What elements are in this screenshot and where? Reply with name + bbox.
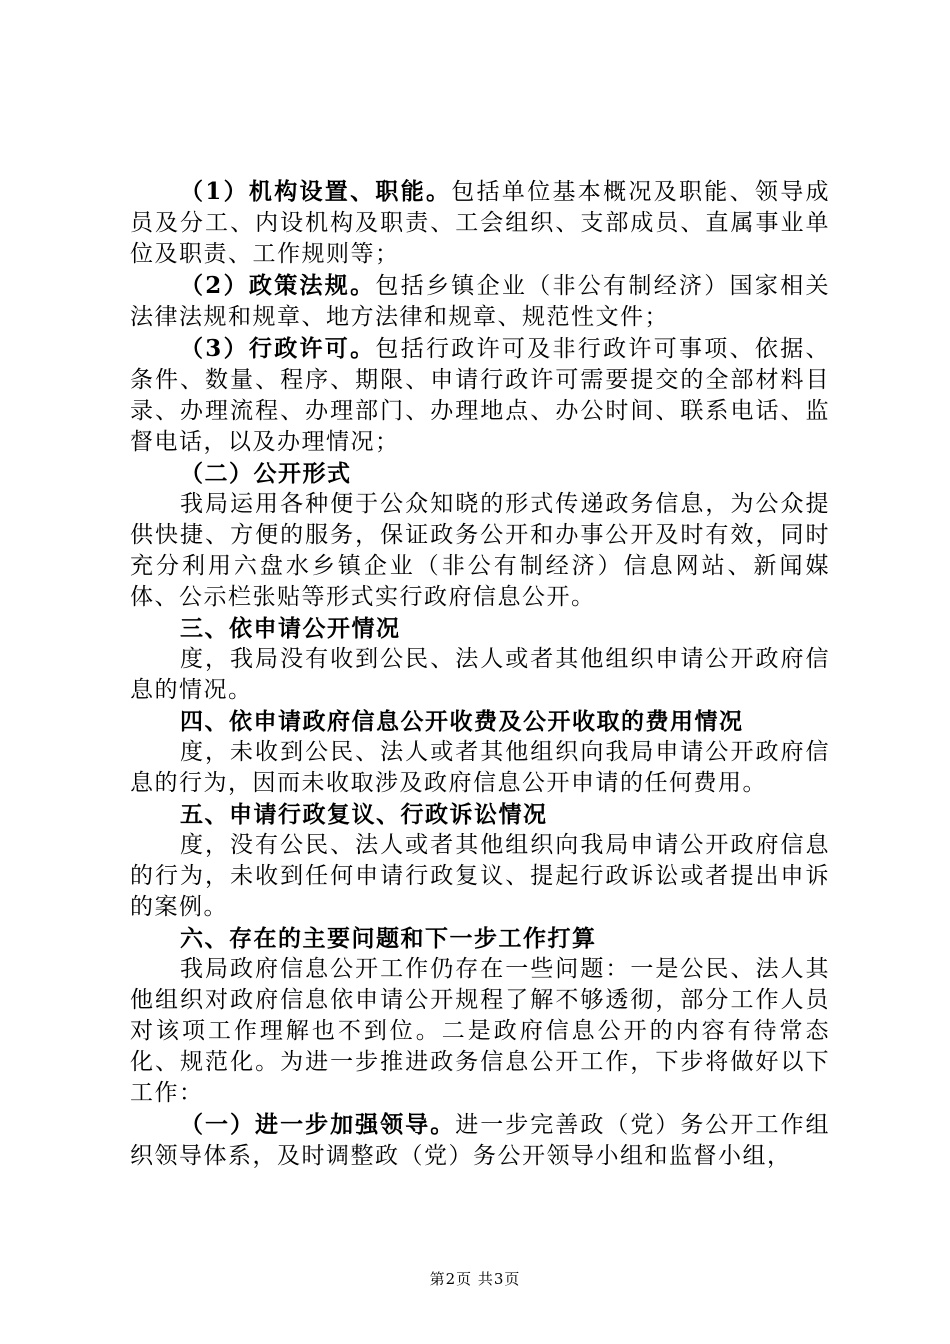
paragraph-section-6: 我局政府信息公开工作仍存在一些问题：一是公民、法人其他组织对政府信息依申请公开规程了解不够透彻，部分工作人员对该项工作理解也不到位。二是政府信息公开的内容有待常态化、规范化。为进一步推进政务信息公开工作，下步将做好以下工作： xyxy=(130,956,830,1106)
paragraph-lead: （1）机构设置、职能。 xyxy=(180,178,452,205)
section-heading-4: 四、依申请政府信息公开收费及公开收取的费用情况 xyxy=(180,708,744,735)
paragraph-policy xyxy=(130,270,830,333)
paragraph-strengthen-leadership xyxy=(130,1109,830,1172)
document-body xyxy=(130,176,830,1172)
paragraph-section-3: 度，我局没有收到公民、法人或者其他组织申请公开政府信息的情况。 xyxy=(130,646,830,703)
paragraph-form: 我局运用各种便于公众知晓的形式传递政务信息，为公众提供快捷、方便的服务，保证政务公开和办事公开及时有效，同时充分利用六盘水乡镇企业（非公有制经济）信息网站、新闻媒体、公示栏张贴等形式实行政府信息公开。 xyxy=(130,491,830,610)
paragraph-license xyxy=(130,333,830,458)
section-heading-3: 三、依申请公开情况 xyxy=(180,615,401,642)
paragraph-text: 包括行政许可及非行政许可事项、依据、条件、数量、程序、期限、申请行政许可需要提交的全部材料目录、办理流程、办理部门、办理地点、办公时间、联系电话、监督电话，以及办理情况； xyxy=(130,336,830,455)
paragraph-org-setup xyxy=(130,176,830,270)
section-heading-form: （二）公开形式 xyxy=(180,460,352,487)
paragraph-lead: （2）政策法规。 xyxy=(180,272,376,299)
paragraph-lead: （3）行政许可。 xyxy=(180,335,376,362)
section-heading-5: 五、申请行政复议、行政诉讼情况 xyxy=(180,801,548,828)
paragraph-text: 进一步完善政（党）务公开工作组织领导体系，及时调整政（党）务公开领导小组和监督小组， xyxy=(130,1112,831,1169)
paragraph-section-4: 度，未收到公民、法人或者其他组织向我局申请公开政府信息的行为，因而未收取涉及政府信息公开申请的任何费用。 xyxy=(130,739,830,796)
paragraph-text: 包括乡镇企业（非公有制经济）国家相关法律法规和规章、地方法律和规章、规范性文件； xyxy=(130,273,830,330)
section-heading-6: 六、存在的主要问题和下一步工作打算 xyxy=(180,925,597,952)
paragraph-section-5: 度，没有公民、法人或者其他组织向我局申请公开政府信息的行为，未收到任何申请行政复议、提起行政诉讼或者提出申诉的案例。 xyxy=(130,832,830,920)
page-number-footer: 第2页 共3页 xyxy=(429,1270,521,1288)
paragraph-text: 包括单位基本概况及职能、领导成员及分工、内设机构及职责、工会组织、支部成员、直属事业单位及职责、工作规则等； xyxy=(130,179,830,267)
paragraph-lead: （一）进一步加强领导。 xyxy=(180,1111,456,1138)
